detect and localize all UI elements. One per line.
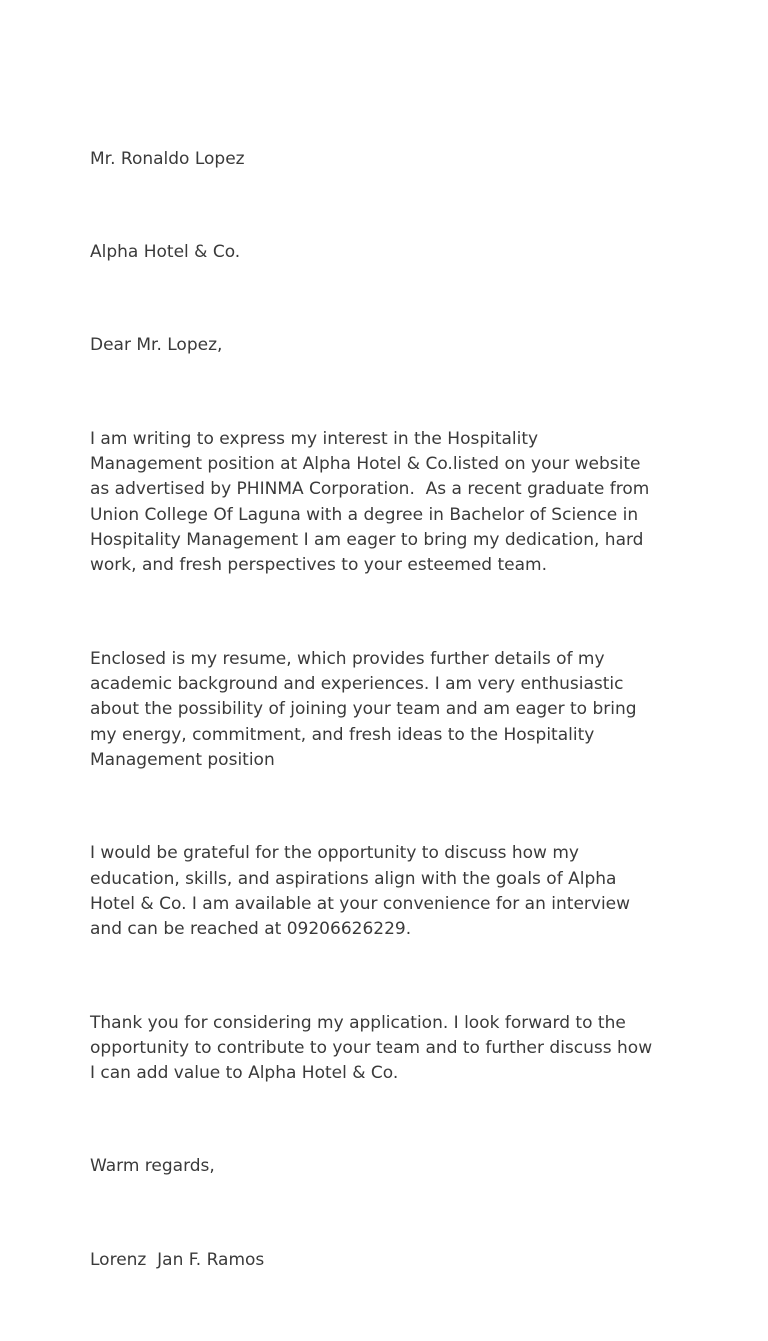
salutation: Dear Mr. Lopez, — [90, 335, 223, 356]
cover-letter — [90, 96, 686, 1341]
closing: Warm regards, — [90, 1156, 215, 1177]
body-paragraph-2: Enclosed is my resume, which provides further details of my academic background and experiences. I am very enthusiastic about the possibility of joining your team and am eager to bring my energy, commitment, and fresh ideas to the Hospitality Management position — [90, 648, 637, 770]
body-paragraph-3: I would be grateful for the opportunity to discuss how my education, skills, and aspirations align with the goals of Alpha Hotel & Co. I am available at your convenience for an interview and can be reached at 09206626229. — [90, 843, 631, 940]
recipient-company: Alpha Hotel & Co. — [90, 241, 241, 262]
body-paragraph-1: I am writing to express my interest in the Hospitality Management position at Alpha Hotel & Co.listed on your website as advertised by PHINMA Corporation. As a recent graduate from Union College Of Laguna with a degree in Bachelor of Science in Hospitality Management I am eager to bring my dedication, hard work, and fresh perspectives to your esteemed team. — [90, 428, 650, 576]
body-paragraph-4: Thank you for considering my application. I look forward to the opportunity to contribute to your team and to further discuss how I can add value to Alpha Hotel & Co. — [90, 1012, 653, 1084]
recipient-name: Mr. Ronaldo Lopez — [90, 148, 245, 169]
signature-name: Lorenz Jan F. Ramos — [90, 1249, 265, 1270]
